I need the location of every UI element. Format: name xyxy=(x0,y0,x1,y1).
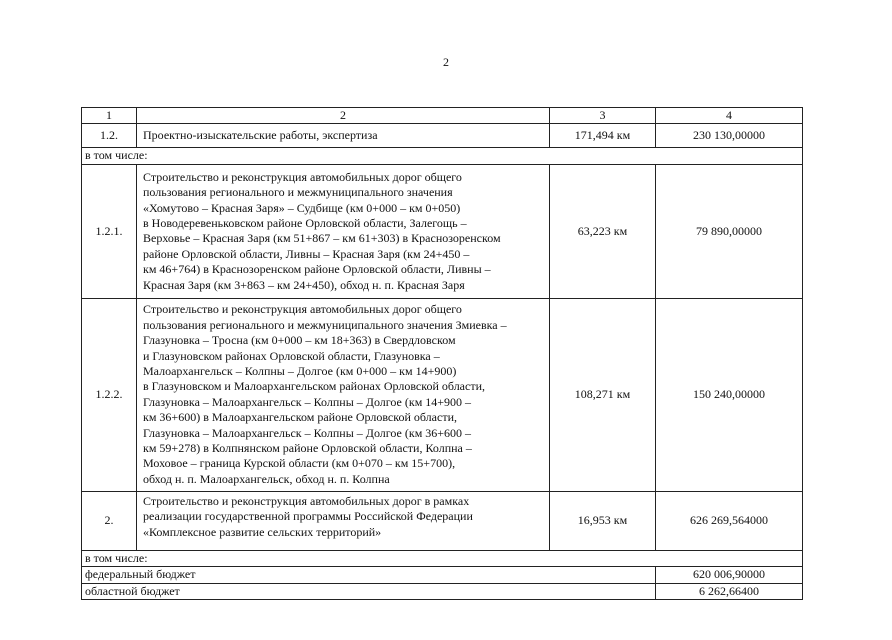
budget-amount: 6 262,66400 xyxy=(656,583,803,599)
row-description xyxy=(137,491,550,550)
table-row-1-2-1 xyxy=(82,164,803,298)
row-length: 171,494 км xyxy=(550,124,656,148)
including-label: в том числе: xyxy=(82,148,803,164)
row-amount: 150 240,00000 xyxy=(656,298,803,491)
program-table xyxy=(81,107,803,600)
row-amount: 626 269,564000 xyxy=(656,491,803,550)
row-number: 2. xyxy=(82,491,137,550)
row-description xyxy=(137,298,550,491)
row-amount: 230 130,00000 xyxy=(656,124,803,148)
including-label: в том числе: xyxy=(82,550,803,566)
column-header-2: 2 xyxy=(137,108,550,124)
row-description-text: Строительство и реконструкция автомобильных дорог в рамках реализации государственной программы Российской Федерации «Комплексное развитие сельских территорий» xyxy=(143,493,473,539)
row-number: 1.2.2. xyxy=(82,298,137,491)
budget-amount: 620 006,90000 xyxy=(656,567,803,583)
page-number: 2 xyxy=(443,55,449,69)
budget-row-regional xyxy=(82,583,803,599)
budget-row-federal xyxy=(82,567,803,583)
budget-label: федеральный бюджет xyxy=(82,567,656,583)
table-header-row xyxy=(82,108,803,124)
table-row-2 xyxy=(82,491,803,550)
row-length: 16,953 км xyxy=(550,491,656,550)
column-header-1: 1 xyxy=(82,108,137,124)
row-description xyxy=(137,164,550,298)
row-description: Проектно-изыскательские работы, экспертиза xyxy=(137,124,550,148)
row-number: 1.2. xyxy=(82,124,137,148)
budget-label: областной бюджет xyxy=(82,583,656,599)
row-description-text: Строительство и реконструкция автомобильных дорог общего пользования регионального и межмуниципального значения «Хомутово – Красная Заря» – Судбище (км 0+000 – км 0+050) в Новодеревеньковском районе Орловской области, Залегощь – Верховье – Красная Заря (км 51+867 – км 61+303) в Краснозоренском районе Орловской области, Ливны – Красная Заря (км 24+450 – км 46+764) в Краснозоренском районе Орловской области, Ливны – Красная Заря (км 3+863 – км 24+450), обход н. п. Красная Заря xyxy=(143,169,501,292)
row-description-text: Строительство и реконструкция автомобильных дорог общего пользования регионального и межмуниципального значения Змиевка – Глазуновка – Тросна (км 0+000 – км 18+363) в Свердловском и Глазуновском районах Орловской области, Глазуновка – Малоархангельск – Колпны – Долгое (км 0+000 – км 14+900) в Глазуновском и Малоархангельском районах Орловской области, Глазуновка – Малоархангельск – Колпны – Долгое (км 14+900 – км 36+600) в Малоархангельском районе Орловской области, Глазуновка – Малоархангельск – Колпны – Долгое (км 36+600 – км 59+278) в Колпнянском районе Орловской области, Колпна – Моховое – граница Курской области (км 0+070 – км 15+700), обход н. п. Малоархангельск, обход н. п. Колпна xyxy=(143,302,507,486)
row-length: 63,223 км xyxy=(550,164,656,298)
row-amount: 79 890,00000 xyxy=(656,164,803,298)
column-header-3: 3 xyxy=(550,108,656,124)
table-row-1-2 xyxy=(82,124,803,148)
including-row xyxy=(82,148,803,164)
including-row xyxy=(82,550,803,566)
column-header-4: 4 xyxy=(656,108,803,124)
table-row-1-2-2 xyxy=(82,298,803,491)
row-length: 108,271 км xyxy=(550,298,656,491)
row-number: 1.2.1. xyxy=(82,164,137,298)
